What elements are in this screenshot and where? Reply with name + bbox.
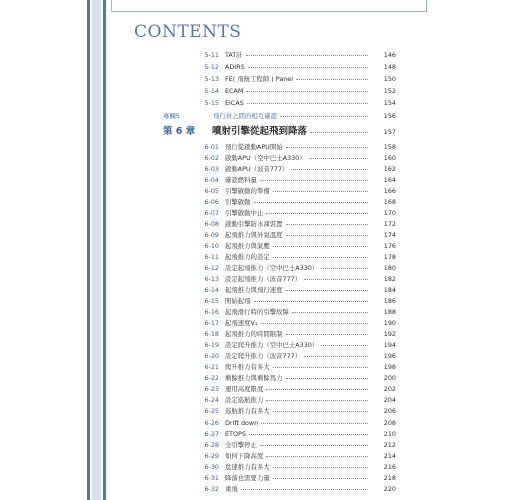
entry-title: 開始起飛 — [225, 297, 251, 306]
entry-number: 5-14 — [204, 87, 219, 96]
entry-page: 214 — [383, 451, 396, 460]
entry-number: 6-01 — [204, 143, 219, 151]
entry-page: 198 — [383, 363, 396, 372]
leader-dots — [248, 67, 368, 68]
leader-dots — [266, 400, 368, 401]
entry-page: 182 — [383, 275, 396, 284]
entry-number: 6-26 — [204, 418, 219, 427]
entry-number: 5-11 — [204, 51, 219, 59]
leader-dots — [286, 147, 368, 148]
entry-page: 202 — [383, 385, 396, 394]
entry-page: 176 — [383, 242, 396, 251]
chapter-title: 噴射引擎從起飛到降落 — [212, 126, 308, 137]
entry-title: 如何下降高度 — [225, 451, 264, 460]
leader-dots — [241, 489, 368, 490]
entry-number: 5-12 — [204, 63, 219, 72]
chapter-heading[interactable] — [0, 124, 520, 140]
entry-page: 216 — [383, 462, 396, 471]
entry-title: 起飛推力與飛行速度 — [225, 286, 283, 295]
entry-number: 6-05 — [204, 187, 219, 196]
leader-dots — [247, 103, 368, 104]
entry-page: 190 — [383, 319, 396, 328]
entry-title: 重飛 — [225, 484, 238, 493]
entry-title: ADIRS — [225, 63, 245, 72]
toc-entry[interactable] — [0, 49, 520, 61]
entry-number: 6-03 — [204, 165, 219, 174]
entry-number: 6-24 — [204, 396, 219, 405]
entry-title: 啟動引擎防水凍裝置 — [225, 220, 283, 229]
entry-page: 196 — [383, 352, 396, 361]
leader-dots — [254, 202, 368, 203]
entry-page: 166 — [383, 187, 396, 196]
entry-page: 200 — [383, 374, 396, 383]
entry-number: 6-15 — [204, 297, 219, 306]
entry-page: 152 — [383, 87, 396, 96]
entry-title: 起飛推力的設定 — [225, 253, 270, 262]
entry-title: 怠速推力有多大 — [225, 462, 270, 471]
leader-dots — [296, 79, 368, 80]
entry-number: 6-06 — [204, 198, 219, 207]
toc-entry[interactable] — [0, 73, 520, 85]
entry-page: 150 — [383, 75, 396, 84]
leader-dots — [273, 467, 368, 468]
crop-line — [426, 0, 427, 12]
entry-title: 設定起飛推力（波音777） — [225, 275, 302, 284]
leader-dots — [321, 345, 368, 346]
entry-page: 204 — [383, 396, 396, 405]
entry-number: 6-30 — [204, 462, 219, 471]
entry-number: 6-19 — [204, 341, 219, 350]
toc-entry[interactable] — [0, 85, 520, 97]
entry-number: 6-23 — [204, 385, 219, 394]
leader-dots — [273, 478, 368, 479]
entry-number: 6-31 — [204, 473, 219, 482]
entry-number: 6-11 — [204, 253, 219, 262]
entry-number: 6-25 — [204, 407, 219, 416]
entry-title: 降落也需要力量 — [225, 473, 270, 482]
entry-title: 運用高度限度 — [225, 385, 264, 394]
leader-dots — [261, 323, 369, 324]
entry-page: 220 — [383, 484, 396, 493]
leader-dots — [286, 290, 368, 291]
entry-page: 170 — [383, 209, 396, 218]
entry-title: EICAS — [225, 99, 244, 108]
entry-title: 設定巡航推力 — [225, 396, 264, 405]
entry-number: 6-09 — [204, 231, 219, 240]
entry-title: FE( 飛航工程師 ) Panel — [225, 75, 293, 84]
leader-dots — [273, 411, 368, 412]
leader-dots — [304, 279, 368, 280]
leader-dots — [286, 378, 368, 379]
entry-number: 6-18 — [204, 330, 219, 339]
leader-dots — [286, 334, 368, 335]
entry-number: 6-22 — [204, 374, 219, 383]
toc-entry[interactable] — [0, 61, 520, 73]
entry-number: 6-20 — [204, 352, 219, 361]
leader-dots — [266, 389, 368, 390]
leader-dots — [309, 158, 368, 159]
entry-number: 6-08 — [204, 220, 219, 229]
column-page: 156 — [383, 111, 396, 120]
leader-dots — [273, 257, 368, 258]
column-label: 專欄5 — [163, 111, 180, 120]
leader-dots — [260, 445, 368, 446]
entry-title: Drift down — [225, 418, 259, 427]
entry-page: 178 — [383, 253, 396, 262]
leader-dots — [280, 116, 368, 117]
entry-page: 208 — [383, 418, 396, 427]
entry-title: 啟動APU（空中巴士A330） — [225, 154, 306, 163]
entry-title: 確認燃料量 — [225, 176, 257, 185]
entry-title: 起飛推力與氣壓 — [225, 242, 270, 251]
leader-dots — [254, 301, 368, 302]
chapter-label: 第 6 章 — [163, 126, 196, 137]
leader-dots — [249, 434, 368, 435]
entry-title: 起飛滑行時的引擎故障 — [225, 308, 289, 317]
leader-dots — [266, 456, 368, 457]
entry-page: 154 — [383, 99, 396, 108]
entry-number: 6-27 — [204, 429, 219, 438]
entry-number: 6-29 — [204, 451, 219, 460]
entry-page: 168 — [383, 198, 396, 207]
entry-number: 6-16 — [204, 308, 219, 317]
entry-page: 174 — [383, 231, 396, 240]
entry-page: 186 — [383, 297, 396, 306]
crop-line — [111, 11, 427, 12]
toc-entry[interactable] — [0, 483, 520, 495]
entry-page: 218 — [383, 473, 396, 482]
entry-page: 184 — [383, 286, 396, 295]
entry-title: 巡航推力有多大 — [225, 407, 270, 416]
entry-title: 設定爬升推力（空中巴士A330） — [225, 341, 319, 350]
entry-title: 設定爬升推力（波音777） — [225, 352, 302, 361]
entry-title: 引擎啟動的準備 — [225, 187, 270, 196]
entry-page: 158 — [383, 143, 396, 151]
leader-dots — [266, 213, 368, 214]
leader-dots — [273, 246, 368, 247]
entry-number: 6-10 — [204, 242, 219, 251]
entry-page: 172 — [383, 220, 396, 229]
entry-title: ECAM — [225, 87, 244, 96]
leader-dots — [273, 191, 368, 192]
toc-column-entry[interactable] — [0, 110, 520, 122]
entry-title: 起飛推力的時間限制 — [225, 330, 283, 339]
entry-number: 6-04 — [204, 176, 219, 185]
entry-title: TAT計 — [225, 51, 243, 59]
entry-title: 爬升推力有多大 — [225, 363, 270, 372]
leader-dots — [286, 224, 368, 225]
crop-line — [111, 0, 112, 12]
entry-page: 164 — [383, 176, 396, 185]
leader-dots — [310, 132, 368, 133]
entry-number: 6-17 — [204, 319, 219, 328]
entry-page: 206 — [383, 407, 396, 416]
entry-title: 設定起飛推力（空中巴士A330） — [225, 264, 319, 273]
entry-page: 162 — [383, 165, 396, 174]
entry-page: 146 — [383, 51, 396, 59]
leader-dots — [273, 367, 368, 368]
entry-number: 6-12 — [204, 264, 219, 273]
entry-title: 剩餘推力與剩餘馬力 — [225, 374, 283, 383]
entry-page: 210 — [383, 429, 396, 438]
column-title: 飛行員之間的相互確認 — [213, 111, 277, 120]
page-title: CONTENTS — [134, 22, 242, 42]
entry-title: 起飛推力與外氣溫度 — [225, 231, 283, 240]
entry-title: 啟動APU（波音777） — [225, 165, 289, 174]
leader-dots — [304, 356, 368, 357]
entry-page: 194 — [383, 341, 396, 350]
entry-title: 全引擎停止 — [225, 440, 257, 449]
entry-number: 6-28 — [204, 440, 219, 449]
leader-dots — [286, 235, 368, 236]
entry-number: 5-15 — [204, 99, 219, 108]
entry-page: 148 — [383, 63, 396, 72]
entry-number: 6-21 — [204, 363, 219, 372]
toc-entry[interactable] — [0, 97, 520, 109]
entry-title: 引擎啟動中止 — [225, 209, 264, 218]
entry-number: 6-13 — [204, 275, 219, 284]
entry-page: 192 — [383, 330, 396, 339]
entry-title: ETOPS — [225, 429, 246, 438]
leader-dots — [321, 268, 368, 269]
crop-marks — [111, 0, 427, 12]
entry-page: 212 — [383, 440, 396, 449]
entry-number: 6-07 — [204, 209, 219, 218]
entry-number: 6-14 — [204, 286, 219, 295]
entry-number: 5-13 — [204, 75, 219, 84]
leader-dots — [260, 180, 368, 181]
leader-dots — [246, 55, 368, 56]
entry-page: 160 — [383, 154, 396, 163]
entry-page: 180 — [383, 264, 396, 273]
entry-number: 6-02 — [204, 154, 219, 163]
entry-page: 188 — [383, 308, 396, 317]
entry-number: 6-32 — [204, 484, 219, 493]
entry-title: 飛行從啟動APU開始 — [225, 143, 283, 151]
leader-dots — [292, 312, 368, 313]
leader-dots — [291, 169, 368, 170]
entry-title: 起飛速度V₁ — [225, 319, 258, 328]
chapter-page: 157 — [383, 128, 396, 136]
leader-dots — [246, 91, 368, 92]
leader-dots — [261, 423, 368, 424]
entry-title: 引擎啟動 — [225, 198, 251, 207]
